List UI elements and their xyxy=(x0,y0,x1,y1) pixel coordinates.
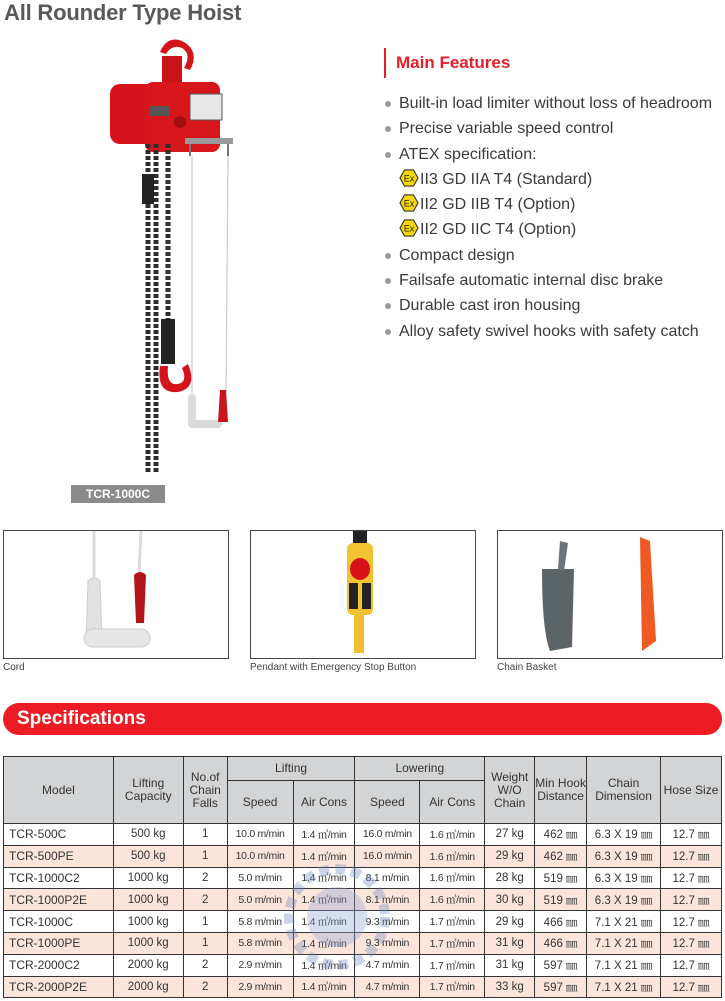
cell-model: TCR-500C xyxy=(4,824,114,846)
cell-chain-dimension: 6.3 X 19 ㎜ xyxy=(587,889,661,911)
cell-lifting-air-cons: 1.4 ㎥/min xyxy=(293,911,355,933)
cell-hose-size: 12.7 ㎜ xyxy=(661,824,722,846)
table-row xyxy=(4,867,722,889)
cell-lowering-air-cons: 1.7 ㎥/min xyxy=(420,976,485,998)
features-heading: Main Features xyxy=(384,48,510,78)
cell-lowering-speed: 8.1 m/min xyxy=(355,889,420,911)
atex-item: Ex II3 GD IIA T4 (Standard) xyxy=(384,167,714,192)
cell-weight: 27 kg xyxy=(485,824,535,846)
cell-chain-falls: 1 xyxy=(183,911,227,933)
cell-model: TCR-1000C2 xyxy=(4,867,114,889)
cell-min-hook-distance: 519 ㎜ xyxy=(535,889,587,911)
cell-model: TCR-1000P2E xyxy=(4,889,114,911)
header-min-hook-distance: Min Hook Distance xyxy=(535,757,587,824)
cell-chain-falls: 1 xyxy=(183,932,227,954)
cell-lifting-air-cons: 1.4 ㎥/min xyxy=(293,845,355,867)
cell-lowering-speed: 16.0 m/min xyxy=(355,824,420,846)
bullet-icon xyxy=(385,126,391,132)
cell-chain-falls: 2 xyxy=(183,976,227,998)
header-lifting: Lifting xyxy=(227,757,355,781)
cell-lowering-air-cons: 1.7 ㎥/min xyxy=(420,954,485,976)
cell-min-hook-distance: 519 ㎜ xyxy=(535,867,587,889)
cell-min-hook-distance: 462 ㎜ xyxy=(535,824,587,846)
cell-lowering-speed: 16.0 m/min xyxy=(355,845,420,867)
header-lifting-capacity: Lifting Capacity xyxy=(113,757,183,824)
ex-atex-icon xyxy=(399,169,419,187)
header-model: Model xyxy=(4,757,114,824)
cell-chain-falls: 2 xyxy=(183,954,227,976)
cell-hose-size: 12.7 ㎜ xyxy=(661,889,722,911)
cell-lowering-air-cons: 1.7 ㎥/min xyxy=(420,911,485,933)
table-row xyxy=(4,845,722,867)
atex-item: Ex II2 GD IIC T4 (Option) xyxy=(384,217,714,242)
features-list xyxy=(384,91,714,344)
cell-lifting-capacity: 1000 kg xyxy=(113,932,183,954)
cell-lowering-speed: 9.3 m/min xyxy=(355,911,420,933)
cell-weight: 31 kg xyxy=(485,954,535,976)
cord-image-box xyxy=(3,530,229,659)
table-row xyxy=(4,932,722,954)
header-lifting-speed: Speed xyxy=(227,781,293,824)
cell-chain-falls: 1 xyxy=(183,824,227,846)
svg-text:Ex: Ex xyxy=(403,198,415,209)
cell-lifting-speed: 10.0 m/min xyxy=(227,845,293,867)
chain-basket-image xyxy=(498,531,722,658)
cell-hose-size: 12.7 ㎜ xyxy=(661,911,722,933)
cell-hose-size: 12.7 ㎜ xyxy=(661,976,722,998)
cell-weight: 33 kg xyxy=(485,976,535,998)
feature-item: Precise variable speed control xyxy=(384,116,714,141)
table-row xyxy=(4,911,722,933)
header-lowering: Lowering xyxy=(355,757,485,781)
cell-lifting-air-cons: 1.4 ㎥/min xyxy=(293,889,355,911)
svg-text:Ex: Ex xyxy=(403,224,415,235)
specifications-table xyxy=(3,756,722,998)
cell-lifting-air-cons: 1.4 ㎥/min xyxy=(293,976,355,998)
feature-item: Built-in load limiter without loss of headroom xyxy=(384,91,714,116)
cell-lifting-capacity: 1000 kg xyxy=(113,889,183,911)
header-lifting-air-cons: Air Cons xyxy=(293,781,355,824)
cell-chain-falls: 2 xyxy=(183,867,227,889)
cell-min-hook-distance: 466 ㎜ xyxy=(535,911,587,933)
cell-lifting-capacity: 1000 kg xyxy=(113,867,183,889)
chain-basket-image-box xyxy=(497,530,723,659)
cell-lowering-air-cons: 1.6 ㎥/min xyxy=(420,867,485,889)
cell-lifting-capacity: 2000 kg xyxy=(113,976,183,998)
cell-lifting-air-cons: 1.4 ㎥/min xyxy=(293,824,355,846)
cell-chain-dimension: 7.1 X 21 ㎜ xyxy=(587,932,661,954)
pendant-image xyxy=(251,531,475,658)
cell-lowering-air-cons: 1.6 ㎥/min xyxy=(420,889,485,911)
cell-lifting-air-cons: 1.4 ㎥/min xyxy=(293,867,355,889)
cell-lowering-air-cons: 1.6 ㎥/min xyxy=(420,845,485,867)
cord-handles-image xyxy=(4,531,228,658)
cell-model: TCR-1000C xyxy=(4,911,114,933)
model-tag: TCR-1000C xyxy=(71,485,165,503)
feature-item: ATEX specification: xyxy=(384,142,714,167)
cell-lifting-capacity: 500 kg xyxy=(113,845,183,867)
cell-lifting-speed: 10.0 m/min xyxy=(227,824,293,846)
ex-atex-icon xyxy=(399,219,419,237)
cell-lowering-speed: 4.7 m/min xyxy=(355,976,420,998)
header-weight: Weight W/O Chain xyxy=(485,757,535,824)
cell-lifting-speed: 5.8 m/min xyxy=(227,932,293,954)
pendant-image-box xyxy=(250,530,476,659)
cell-lowering-air-cons: 1.7 ㎥/min xyxy=(420,932,485,954)
cell-min-hook-distance: 466 ㎜ xyxy=(535,932,587,954)
cord-caption: Cord xyxy=(3,662,25,673)
feature-item: Failsafe automatic internal disc brake xyxy=(384,268,714,293)
cell-weight: 29 kg xyxy=(485,911,535,933)
header-lowering-speed: Speed xyxy=(355,781,420,824)
page-title: All Rounder Type Hoist xyxy=(4,0,242,25)
cell-lowering-air-cons: 1.6 ㎥/min xyxy=(420,824,485,846)
bullet-icon xyxy=(385,152,391,158)
cell-hose-size: 12.7 ㎜ xyxy=(661,954,722,976)
cell-chain-dimension: 6.3 X 19 ㎜ xyxy=(587,867,661,889)
feature-item: Compact design xyxy=(384,243,714,268)
cell-model: TCR-1000PE xyxy=(4,932,114,954)
cell-lifting-air-cons: 1.4 ㎥/min xyxy=(293,954,355,976)
header-chain-dimension: Chain Dimension xyxy=(587,757,661,824)
bullet-icon xyxy=(385,101,391,107)
cell-lifting-speed: 5.0 m/min xyxy=(227,867,293,889)
table-row xyxy=(4,889,722,911)
atex-item: Ex II2 GD IIB T4 (Option) xyxy=(384,192,714,217)
cell-lifting-capacity: 1000 kg xyxy=(113,911,183,933)
feature-item: Alloy safety swivel hooks with safety catch xyxy=(384,319,714,344)
cell-weight: 31 kg xyxy=(485,932,535,954)
cell-weight: 29 kg xyxy=(485,845,535,867)
cell-lifting-speed: 5.0 m/min xyxy=(227,889,293,911)
cell-chain-dimension: 6.3 X 19 ㎜ xyxy=(587,845,661,867)
table-row xyxy=(4,954,722,976)
cell-min-hook-distance: 462 ㎜ xyxy=(535,845,587,867)
header-chain-falls: No.of Chain Falls xyxy=(183,757,227,824)
svg-text:Ex: Ex xyxy=(403,173,415,184)
cell-min-hook-distance: 597 ㎜ xyxy=(535,954,587,976)
cell-hose-size: 12.7 ㎜ xyxy=(661,867,722,889)
cell-lifting-speed: 2.9 m/min xyxy=(227,954,293,976)
cell-chain-dimension: 6.3 X 19 ㎜ xyxy=(587,824,661,846)
header-hose-size: Hose Size xyxy=(661,757,722,824)
chain-basket-caption: Chain Basket xyxy=(497,662,557,673)
cell-lowering-speed: 4.7 m/min xyxy=(355,954,420,976)
bullet-icon xyxy=(385,303,391,309)
cell-chain-dimension: 7.1 X 21 ㎜ xyxy=(587,954,661,976)
cell-lifting-speed: 2.9 m/min xyxy=(227,976,293,998)
cell-lifting-air-cons: 1.4 ㎥/min xyxy=(293,932,355,954)
cell-chain-dimension: 7.1 X 21 ㎜ xyxy=(587,976,661,998)
cell-chain-falls: 2 xyxy=(183,889,227,911)
header-lowering-air-cons: Air Cons xyxy=(420,781,485,824)
cell-weight: 28 kg xyxy=(485,867,535,889)
cell-lifting-capacity: 2000 kg xyxy=(113,954,183,976)
table-row xyxy=(4,976,722,998)
cell-model: TCR-2000C2 xyxy=(4,954,114,976)
specifications-heading: Specifications xyxy=(17,708,146,729)
cell-lowering-speed: 9.3 m/min xyxy=(355,932,420,954)
table-row xyxy=(4,824,722,846)
cell-hose-size: 12.7 ㎜ xyxy=(661,845,722,867)
cell-lifting-capacity: 500 kg xyxy=(113,824,183,846)
bullet-icon xyxy=(385,278,391,284)
cell-hose-size: 12.7 ㎜ xyxy=(661,932,722,954)
cell-chain-dimension: 7.1 X 21 ㎜ xyxy=(587,911,661,933)
hoist-image xyxy=(100,34,270,484)
cell-min-hook-distance: 597 ㎜ xyxy=(535,976,587,998)
cell-model: TCR-500PE xyxy=(4,845,114,867)
feature-item: Durable cast iron housing xyxy=(384,293,714,318)
specifications-banner xyxy=(3,703,722,735)
cell-lowering-speed: 8.1 m/min xyxy=(355,867,420,889)
bullet-icon xyxy=(385,329,391,335)
bullet-icon xyxy=(385,253,391,259)
cell-chain-falls: 1 xyxy=(183,845,227,867)
cell-model: TCR-2000P2E xyxy=(4,976,114,998)
cell-weight: 30 kg xyxy=(485,889,535,911)
cell-lifting-speed: 5.8 m/min xyxy=(227,911,293,933)
ex-atex-icon xyxy=(399,194,419,212)
pendant-caption: Pendant with Emergency Stop Button xyxy=(250,662,417,673)
